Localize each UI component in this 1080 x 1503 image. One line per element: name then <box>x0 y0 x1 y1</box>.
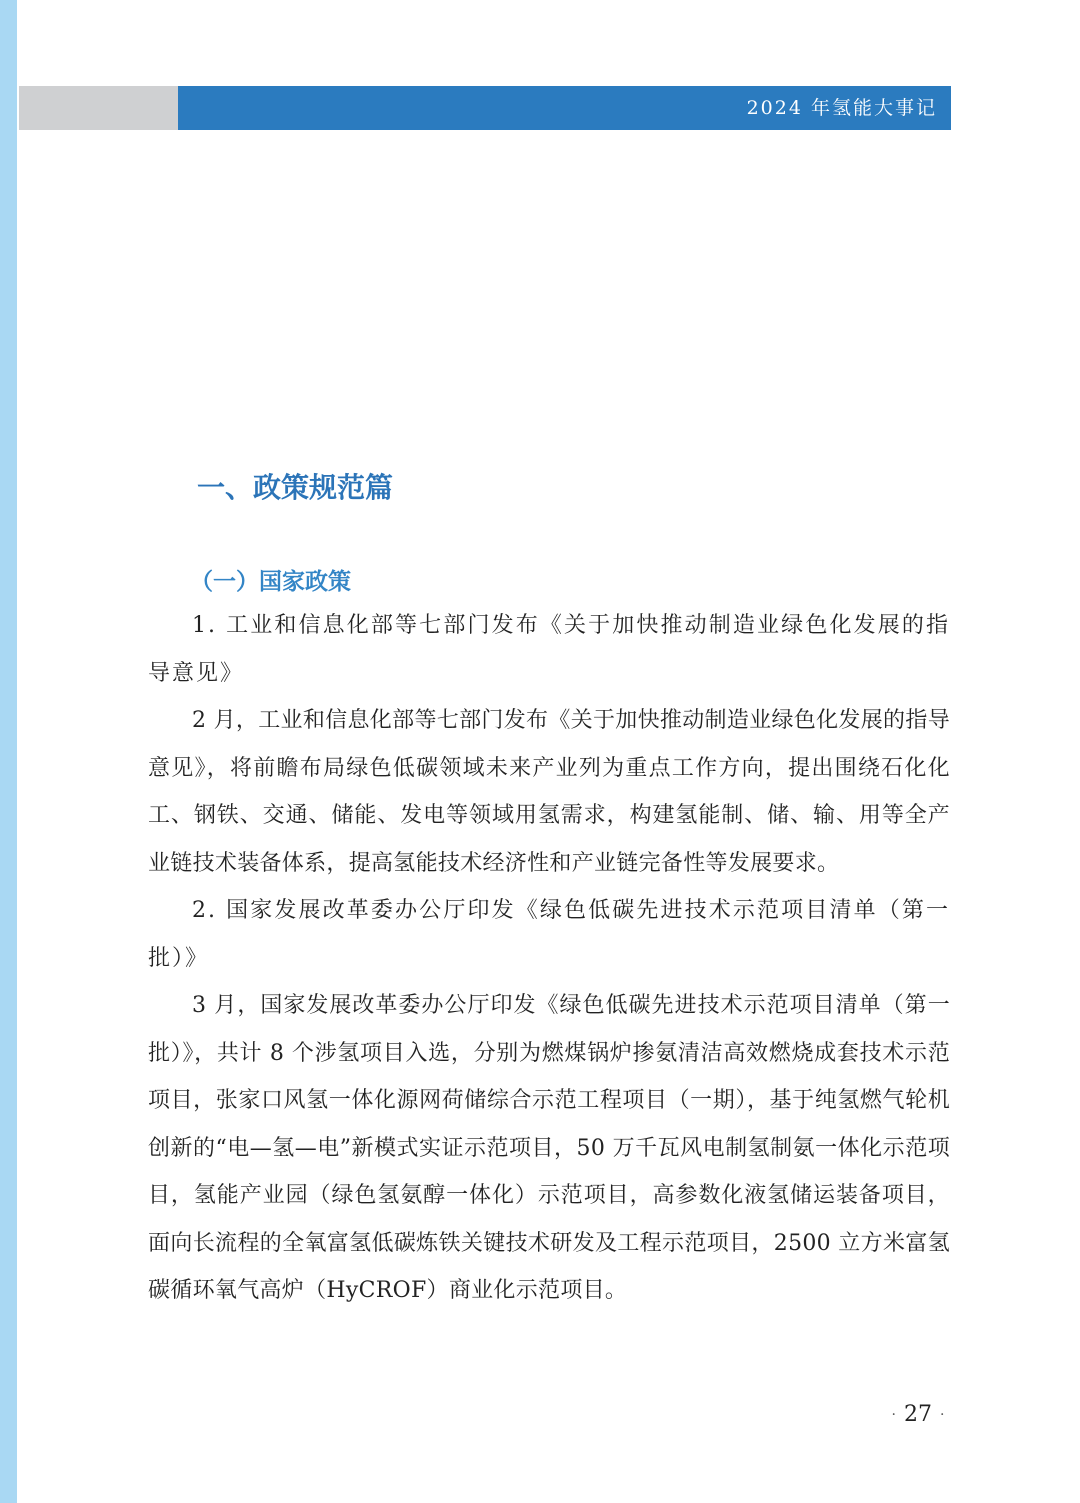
item-paragraph: 2 月，工业和信息化部等七部门发布《关于加快推动制造业绿色化发展的指导意见》，将前瞻布局绿色低碳领域未来产业列为重点工作方向，提出围绕石化化工、钢铁、交通、储能、发电等领域用氢需求，构建氢能制、储、输、用等全产业链技术装备体系，提高氢能技术经济性和产业链完备性等发展要求。 <box>148 708 950 876</box>
header-gray-block <box>19 86 178 130</box>
page-number-dot-left: · <box>891 1407 896 1423</box>
header-title: 2024 年氢能大事记 <box>746 97 937 119</box>
header-banner <box>178 86 951 130</box>
section-title: 一、政策规范篇 <box>197 471 394 504</box>
page-edge-stripe <box>0 0 17 1503</box>
page-number <box>880 1400 956 1430</box>
subsection-title: （一）国家政策 <box>190 569 351 595</box>
page-number-value: 27 <box>904 1402 932 1427</box>
item-paragraph: 3 月，国家发展改革委办公厅印发《绿色低碳先进技术示范项目清单（第一批）》，共计 8 个涉氢项目入选，分别为燃煤锅炉掺氨清洁高效燃烧成套技术示范项目，张家口风氢一体化源网荷储综合示范工程项目（一期），基于纯氢燃气轮机创新的“电—氢—电”新模式实证示范项目，50 万千瓦风电制氢制氨一体化示范项目，氢能产业园（绿色氢氨醇一体化）示范项目，高参数化液氢储运装备项目，面向长流程的全氧富氢低碳炼铁关键技术研发及工程示范项目，2500 立方米富氢碳循环氧气高炉（HyCROF）商业化示范项目。 <box>148 993 950 1303</box>
item-heading: 2. 国家发展改革委办公厅印发《绿色低碳先进技术示范项目清单（第一批）》 <box>148 898 950 971</box>
page-number-dot-right: · <box>940 1407 945 1423</box>
item-heading: 1. 工业和信息化部等七部门发布《关于加快推动制造业绿色化发展的指导意见》 <box>148 613 950 686</box>
article-body <box>148 602 950 1315</box>
